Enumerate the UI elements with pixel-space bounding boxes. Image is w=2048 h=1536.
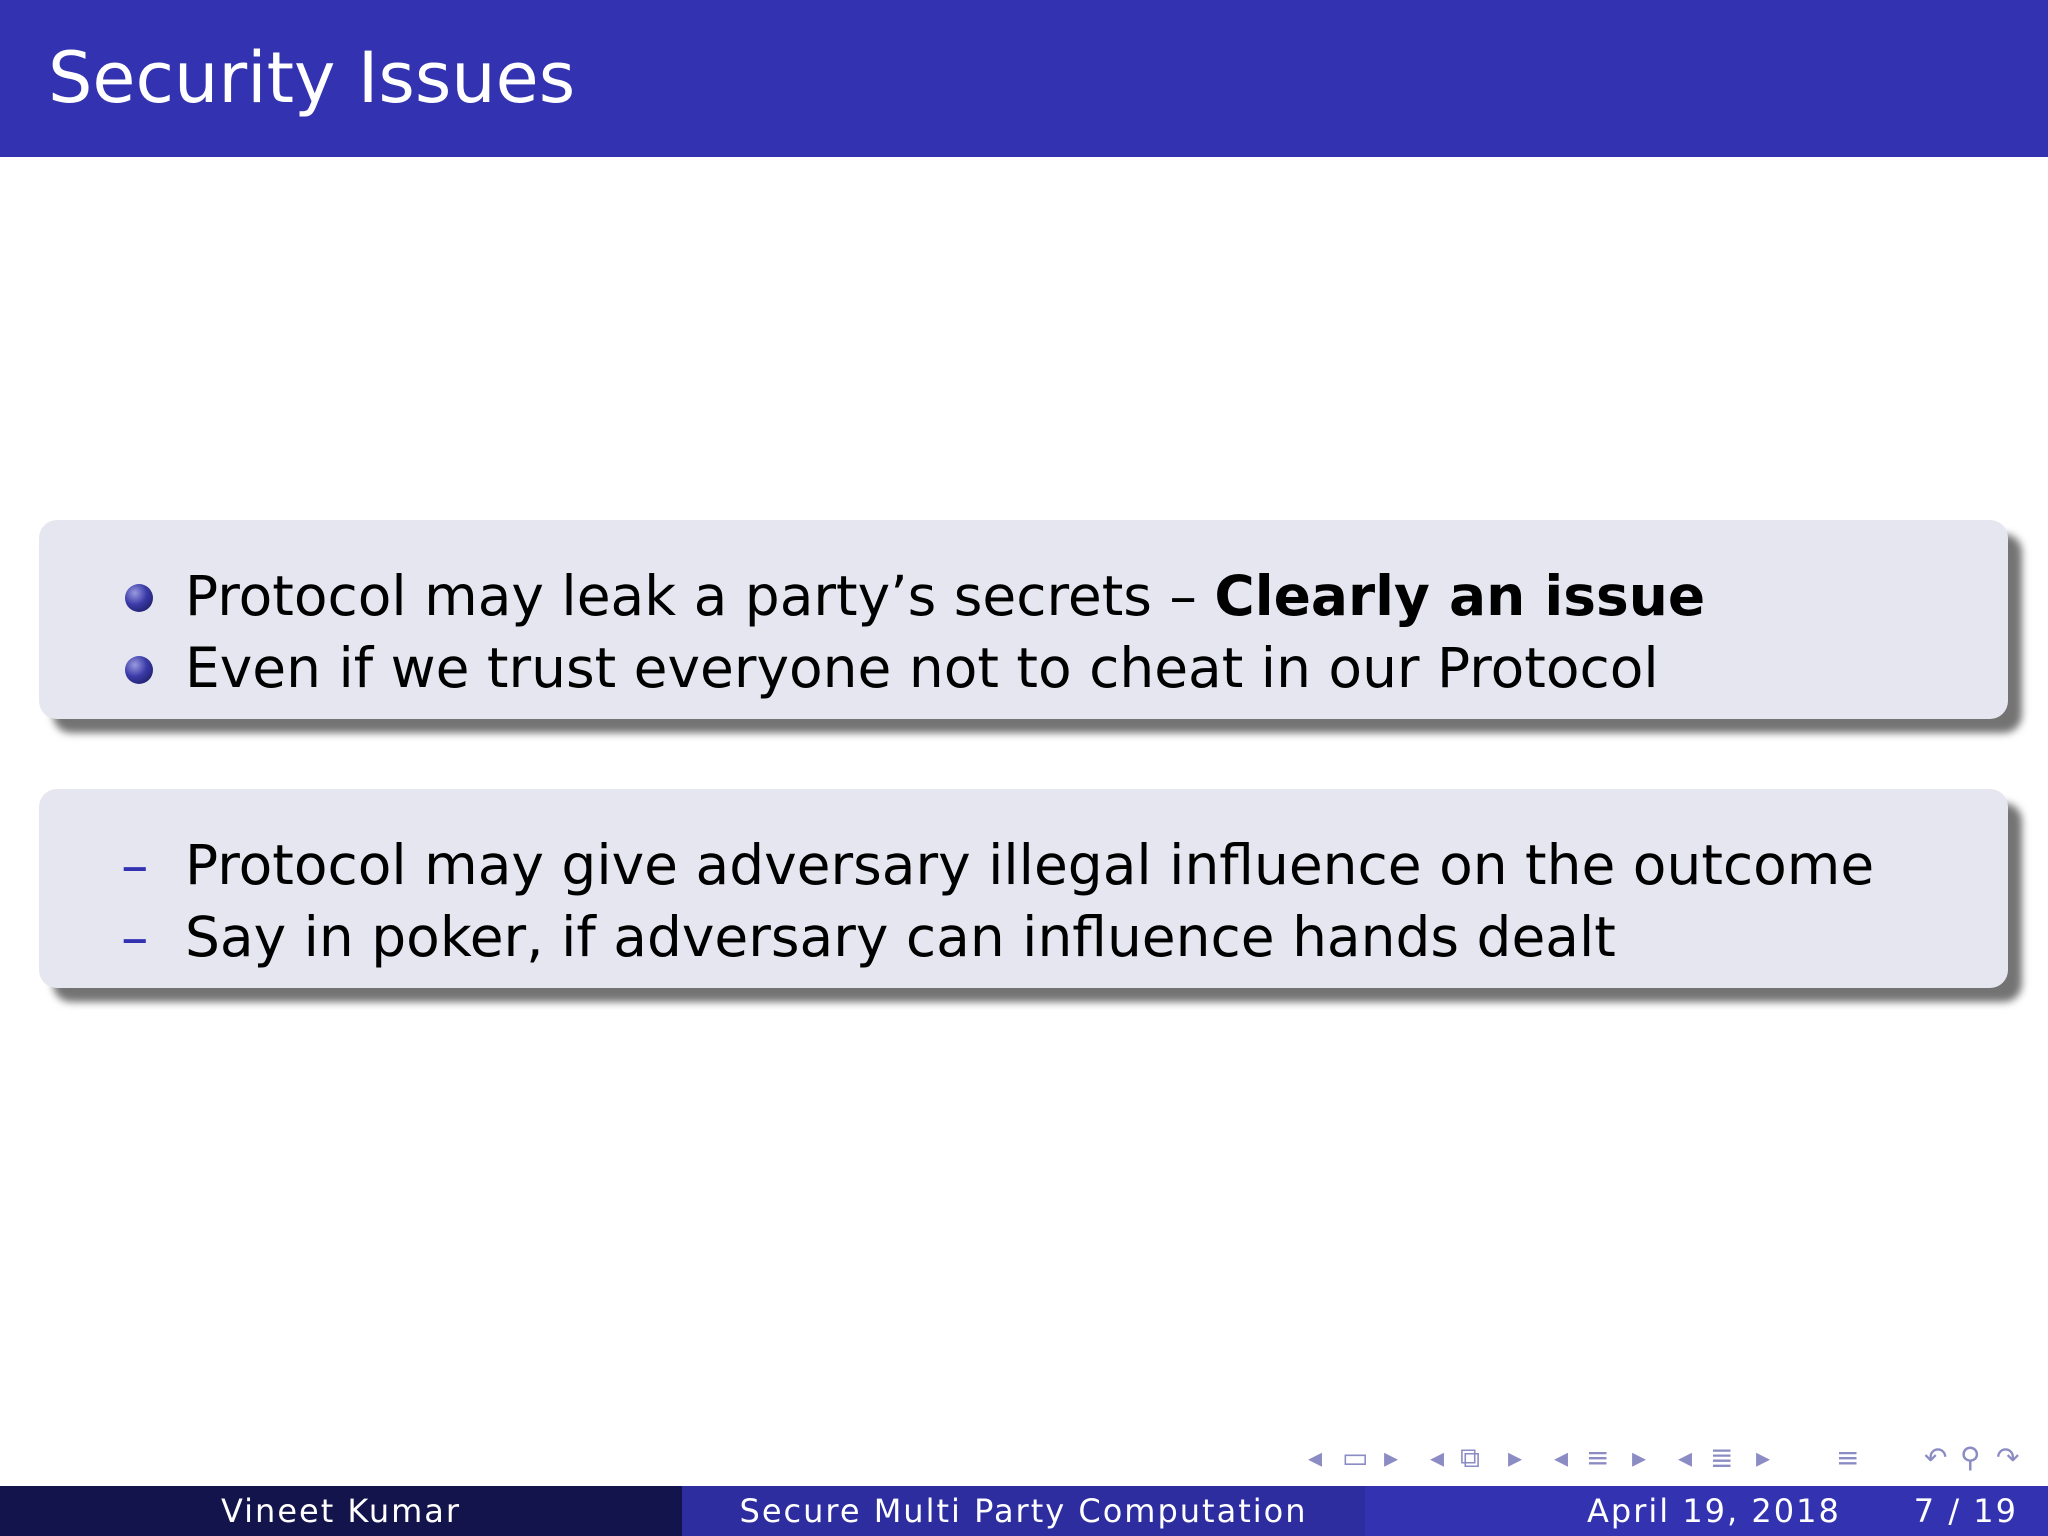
bullet-text [185, 556, 1705, 636]
ball-bullet-icon [125, 656, 153, 684]
list-item [39, 825, 2008, 905]
nav-prev-part-icon[interactable]: ◂ [1678, 1441, 1693, 1474]
nav-forward-icon[interactable]: ↷ [1996, 1441, 2020, 1474]
nav-subsection-icon[interactable]: ⧉ [1460, 1441, 1480, 1474]
dash-text: Protocol may give adversary illegal influence on the outcome [185, 833, 1875, 897]
nav-back-icon[interactable]: ↶ [1924, 1441, 1948, 1474]
bullet-block [39, 520, 2008, 719]
list-item [39, 556, 2008, 636]
footer-date: April 19, 2018 [1587, 1492, 1841, 1530]
nav-toc-icon[interactable]: ≡ [1836, 1441, 1860, 1474]
footer-info [1365, 1486, 2048, 1536]
nav-next-section-icon[interactable]: ▸ [1632, 1441, 1647, 1474]
navigation-symbols [0, 1438, 2048, 1478]
nav-prev-subsection-icon[interactable]: ◂ [1430, 1441, 1445, 1474]
nav-section-icon[interactable]: ≡ [1586, 1441, 1610, 1474]
ball-bullet-icon [125, 584, 153, 612]
list-item [39, 897, 2008, 977]
nav-next-part-icon[interactable]: ▸ [1756, 1441, 1771, 1474]
footer-bar [0, 1486, 2048, 1536]
bullet-text-plain: Protocol may leak a party’s secrets – [185, 564, 1215, 628]
title-bar [0, 0, 2048, 157]
list-item [39, 628, 2008, 708]
nav-prev-section-icon[interactable]: ◂ [1554, 1441, 1569, 1474]
nav-search-icon[interactable]: ⚲ [1960, 1441, 1981, 1474]
nav-next-subsection-icon[interactable]: ▸ [1508, 1441, 1523, 1474]
dash-marker: – [121, 833, 149, 897]
nav-frame-icon[interactable]: ▭ [1342, 1441, 1369, 1474]
slide-title: Security Issues [48, 37, 576, 119]
footer-talk-title: Secure Multi Party Computation [682, 1486, 1365, 1536]
bullet-text-emphasis: Clearly an issue [1214, 564, 1706, 628]
nav-prev-frame-icon[interactable]: ◂ [1308, 1441, 1323, 1474]
bullet-text: Even if we trust everyone not to cheat in our Protocol [185, 636, 1659, 700]
footer-author: Vineet Kumar [0, 1486, 682, 1536]
footer-page-number: 7 / 19 [1913, 1492, 2018, 1530]
dash-text: Say in poker, if adversary can influence hands dealt [185, 905, 1616, 969]
nav-next-frame-icon[interactable]: ▸ [1384, 1441, 1399, 1474]
nav-part-icon[interactable]: ≣ [1710, 1441, 1734, 1474]
dash-block [39, 789, 2008, 988]
dash-marker: – [121, 905, 149, 969]
